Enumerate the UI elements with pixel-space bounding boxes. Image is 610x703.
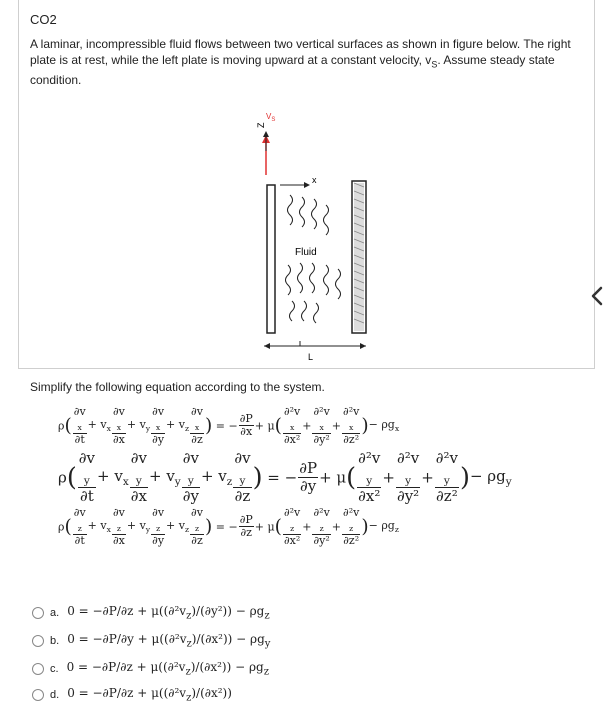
option-b[interactable]: b. $0 = -\partial P/\partial y + \mu((\partial^2v_z)/(\partial x^2)) - \rho g_y$ <box>32 632 270 649</box>
radio-d[interactable] <box>32 689 44 701</box>
flow-diagram <box>240 105 390 360</box>
equation-z: ρ( ∂v $_z$ ∂t + $v_x$ ∂v $_z$ ∂x + $v_y$ ∂v $_z$ ∂y + $v_z$ ∂v $_z$ ∂z ) = − $\frac{\partial P}{\partial z}$ + μ( ∂²v $_z$ ∂x² + ∂²v $_z$ ∂y² + ∂²v $_z$ ∂z² )− $\rho g_z$ <box>58 506 399 547</box>
option-a[interactable]: a. $0 = -\partial P/\partial z + \mu((\partial^2v_z)/(\partial y^2)) - \rho g_z$ <box>32 604 270 621</box>
radio-c[interactable] <box>32 663 44 675</box>
option-c[interactable]: c. $0 = -\partial P/\partial z + \mu((\partial^2v_z)/(\partial x^2)) - \rho g_z$ <box>32 660 269 677</box>
equation-y: ρ( ∂v $_y$ ∂t + $v_x$ ∂v $_y$ ∂x + $v_y$ ∂v $_y$ ∂y + $v_z$ ∂v $_y$ ∂z ) = − $\frac{\partial P}{\partial y}$ + μ( ∂²v $_y$ ∂x² + ∂²v $_y$ ∂y² + ∂²v $_y$ ∂z² )− $\rho g_y$ <box>58 449 512 506</box>
z-label: Z <box>256 122 266 128</box>
equation-x: ρ( ∂v $_x$ ∂t + $v_x$ ∂v $_x$ ∂x + $v_y$ ∂v $_x$ ∂y + $v_z$ ∂v $_x$ ∂z ) = − $\frac{\partial P}{\partial x}$ + μ( ∂²v $_x$ ∂x² + ∂²v $_x$ ∂y² + ∂²v $_x$ ∂z² )− $\rho g_x$ <box>58 405 400 446</box>
radio-a[interactable] <box>32 607 44 619</box>
question-title: CO2 <box>30 12 57 27</box>
prompt-text: Simplify the following equation according to the system. <box>30 380 325 394</box>
length-label: L <box>308 352 314 360</box>
chevron-left-icon[interactable] <box>585 283 610 309</box>
x-label: x <box>312 175 317 185</box>
radio-b[interactable] <box>32 635 44 647</box>
option-d[interactable]: d. $0 = -\partial P/\partial z + \mu((\partial^2v_z)/(\partial x^2))$ <box>32 686 232 703</box>
left-plate <box>267 185 275 333</box>
vs-label: $V_S$ <box>266 112 276 123</box>
fluid-label: Fluid <box>295 247 317 258</box>
question-description: A laminar, incompressible fluid flows between two vertical surfaces as shown in figure below. The right plate is at rest, while the left plate is moving upward at a constant velocity, $v_S$. Assume steady state condition. <box>30 37 571 88</box>
